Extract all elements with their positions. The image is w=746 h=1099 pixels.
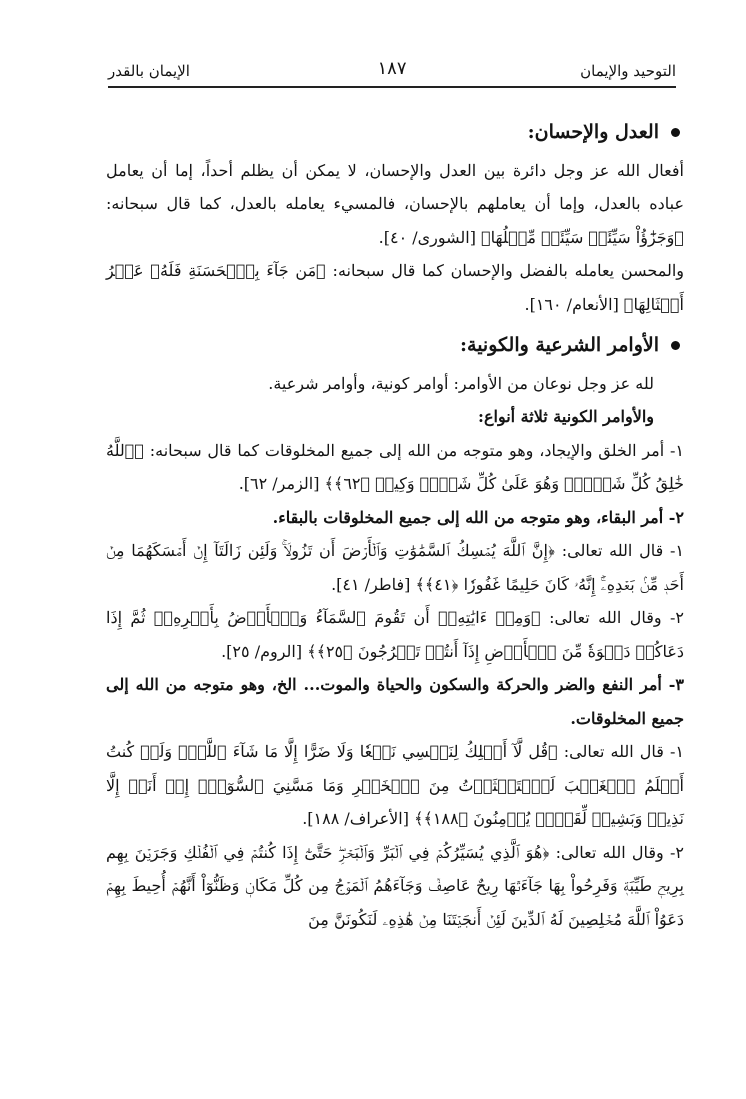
page-body	[106, 112, 684, 936]
bullet-icon	[671, 341, 680, 350]
bullet-icon	[671, 128, 680, 137]
page-header	[108, 58, 676, 86]
list-item: ١- قال الله تعالى: ﴿إِنَّ ٱللَّهَ يُمۡسِكُ ٱلسَّمَٰوَٰتِ وَٱلۡأَرۡضَ أَن تَزُولَاۚ وَلَئِن زَالَتَآ إِنۡ أَمۡسَكَهُمَا مِنۡ أَحَدٖ مِّنۢ بَعۡدِهِۦٓۚ إِنَّهُۥ كَانَ حَلِيمًا غَفُورٗا ﴿٤١﴾﴾ [فاطر/ ٤١].	[106, 541, 684, 594]
section-heading-text: الأوامر الشرعية والكونية:	[460, 334, 659, 356]
paragraph: لله عز وجل نوعان من الأوامر: أوامر كونية، وأوامر شرعية.	[268, 373, 654, 393]
paragraph: أفعال الله عز وجل دائرة بين العدل والإحسان، لا يمكن أن يظلم أحداً، إما أن يعامل عباده بالعدل، وإما أن يعاملهم بالإحسان، فالمسيء يعامله بالعدل، كما قال سبحانه: ﴿وَجَزَٰٓؤُاْ سَيِّئَةٖ سَيِّئَةٞ مِّثۡلُهَا﴾ [الشورى/ ٤٠].	[106, 160, 684, 247]
list-item: ١- قال الله تعالى: ﴿قُل لَّآ أَمۡلِكُ لِنَفۡسِي نَفۡعٗا وَلَا ضَرًّا إِلَّا مَا شَآءَ ٱللَّهُۚ وَلَوۡ كُنتُ أَعۡلَمُ ٱلۡغَيۡبَ لَٱسۡتَكۡثَرۡتُ مِنَ ٱلۡخَيۡرِ وَمَا مَسَّنِيَ ٱلسُّوٓءُۚ إِنۡ أَنَا۠ إِلَّا نَذِيرٞ وَبَشِيرٞ لِّقَوۡمٖ يُؤۡمِنُونَ ﴿١٨٨﴾﴾ [الأعراف/ ١٨٨].	[106, 742, 684, 828]
subheading: والأوامر الكونية ثلاثة أنواع:	[478, 407, 654, 426]
header-chapter-title: الإيمان بالقدر	[108, 62, 190, 80]
page-number: ١٨٧	[377, 58, 407, 79]
section-heading-justice	[106, 116, 684, 150]
list-item: ٢- وقال الله تعالى: ﴿وَمِنۡ ءَايَٰتِهِۦٓ أَن تَقُومَ ٱلسَّمَآءُ وَٱلۡأَرۡضُ بِأَمۡرِهِۦۚ ثُمَّ إِذَا دَعَاكُمۡ دَعۡوَةٗ مِّنَ ٱلۡأَرۡضِ إِذَآ أَنتُمۡ تَخۡرُجُونَ ﴿٢٥﴾﴾ [الروم/ ٢٥].	[106, 608, 684, 661]
section-heading-text: العدل والإحسان:	[527, 121, 659, 143]
section-heading-commands	[106, 329, 684, 363]
header-rule	[108, 86, 676, 88]
paragraph: والمحسن يعامله بالفضل والإحسان كما قال سبحانه: ﴿مَن جَآءَ بِٱلۡحَسَنَةِ فَلَهُۥ عَشۡرُ أَمۡثَالِهَا﴾ [الأنعام/ ١٦٠].	[106, 261, 684, 314]
header-book-title: التوحيد والإيمان	[580, 62, 676, 80]
list-item: ٣- أمر النفع والضر والحركة والسكون والحياة والموت... الخ، وهو متوجه من الله إلى جميع المخلوقات.	[106, 675, 684, 728]
list-item: ٢- وقال الله تعالى: ﴿هُوَ ٱلَّذِي يُسَيِّرُكُمۡ فِي ٱلۡبَرِّ وَٱلۡبَحۡرِۖ حَتَّىٰٓ إِذَا كُنتُمۡ فِي ٱلۡفُلۡكِ وَجَرَيۡنَ بِهِم بِرِيحٖ طَيِّبَةٖ وَفَرِحُواْ بِهَا جَآءَتۡهَا رِيحٌ عَاصِفٞ وَجَآءَهُمُ ٱلۡمَوۡجُ مِن كُلِّ مَكَانٖ وَظَنُّوٓاْ أَنَّهُمۡ أُحِيطَ بِهِمۡ دَعَوُاْ ٱللَّهَ مُخۡلِصِينَ لَهُ ٱلدِّينَ لَئِنۡ أَنجَيۡتَنَا مِنۡ هَٰذِهِۦ لَنَكُونَنَّ مِنَ	[106, 842, 684, 929]
list-item: ١- أمر الخلق والإيجاد، وهو متوجه من الله إلى جميع المخلوقات كما قال سبحانه: ﴿ٱللَّهُ خَٰلِقُ كُلِّ شَيۡءٖۖ وَهُوَ عَلَىٰ كُلِّ شَيۡءٖ وَكِيلٞ ﴿٦٢﴾﴾ [الزمر/ ٦٢].	[106, 440, 684, 493]
list-item: ٢- أمر البقاء، وهو متوجه من الله إلى جميع المخلوقات بالبقاء.	[272, 507, 684, 527]
